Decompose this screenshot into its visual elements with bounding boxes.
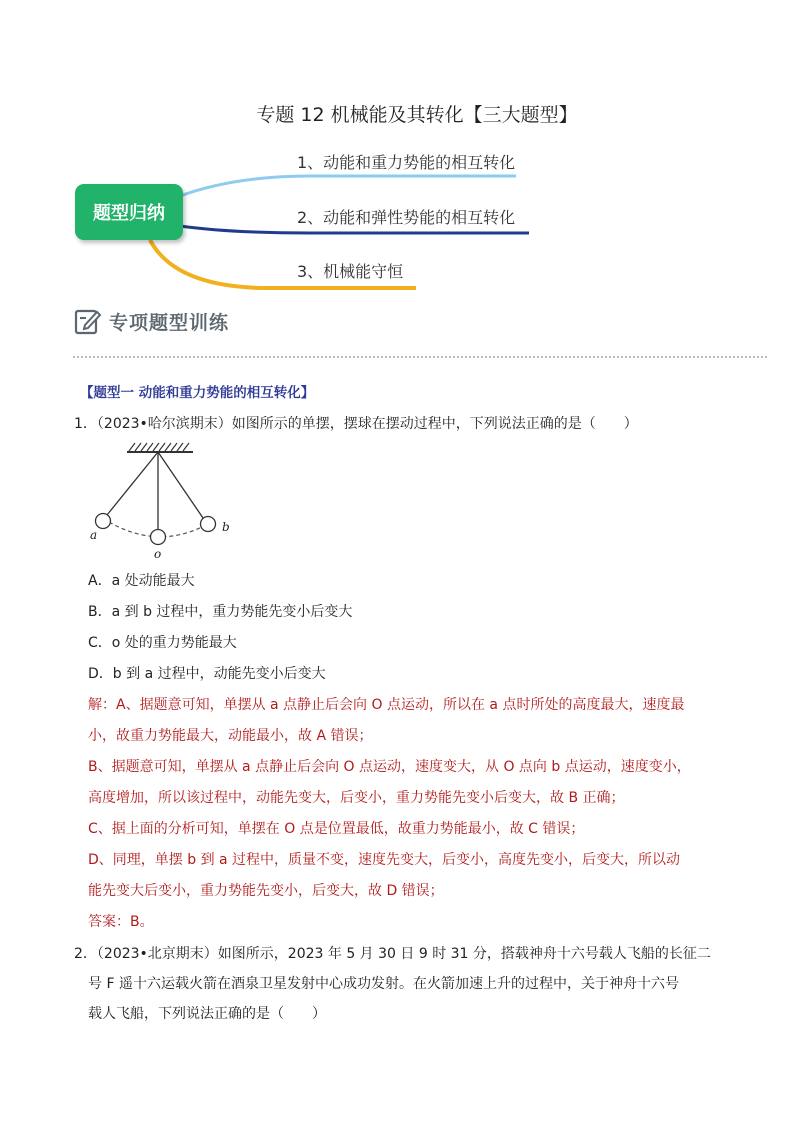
q1-solution-line-2: 小，故重力势能最大，动能最小，故 A 错误； (88, 728, 373, 744)
page-title: 专题 12 机械能及其转化【三大题型】 (256, 104, 578, 126)
ball-b (201, 517, 216, 532)
q2-stem-line-2: 号 F 遥十六运载火箭在酒泉卫星发射中心成功发射。在火箭加速上升的过程中，关于神舟十六号 (88, 976, 679, 992)
q1-answer: 答案：B。 (88, 914, 154, 930)
ceiling-hatching (129, 443, 189, 451)
q1-option-a: A．a 处动能最大 (88, 573, 195, 589)
mindmap-branch-2: 2、动能和弹性势能的相互转化 (297, 208, 516, 227)
q2-stem-line-3: 载人飞船，下列说法正确的是（ ） (88, 1006, 326, 1022)
label-b: b (222, 520, 230, 534)
q1-solution-line-3: B、据题意可知，单摆从 a 点静止后会向 O 点运动，速度变大，从 O 点向 b 点运动，速度变小， (88, 759, 691, 775)
section-header (73, 306, 229, 336)
section-divider (73, 356, 767, 358)
q1-option-d: D．b 到 a 过程中，动能先变小后变大 (88, 666, 326, 682)
q1-solution-line-5: C、据上面的分析可知，单摆在 O 点是位置最低，故重力势能最小，故 C 错误； (88, 821, 585, 837)
mindmap-branch-1: 1、动能和重力势能的相互转化 (297, 153, 516, 172)
edit-note-icon (73, 306, 103, 336)
question-type-heading: 【题型一 动能和重力势能的相互转化】 (80, 385, 315, 401)
q1-stem: 1．（2023•哈尔滨期末）如图所示的单摆，摆球在摆动过程中，下列说法正确的是（ ） (74, 416, 638, 432)
q1-solution-line-7: 能先变大后变小，重力势能先变小，后变大，故 D 错误； (88, 883, 444, 899)
branch-1-connector (180, 176, 516, 196)
mindmap-root: 题型归纳 (75, 184, 183, 240)
q2-stem-line-1: 2．（2023•北京期末）如图所示，2023 年 5 月 30 日 9 时 31 分，搭载神舟十六号载人飞船的长征二 (74, 946, 711, 962)
section-label: 专项题型训练 (109, 311, 230, 334)
mindmap-branch-3: 3、机械能守恒 (297, 262, 404, 281)
q1-option-b: B．a 到 b 过程中，重力势能先变小后变大 (88, 604, 353, 620)
ball-o (151, 530, 166, 545)
pendulum-figure (85, 442, 245, 564)
q1-solution-line-1: 解：A、据题意可知，单摆从 a 点静止后会向 O 点运动，所以在 a 点时所处的高度最大，速度最 (88, 697, 685, 713)
ball-a (96, 514, 111, 529)
label-o: o (154, 547, 162, 561)
q1-solution-line-4: 高度增加，所以该过程中，动能先变大，后变小，重力势能先变小后变大，故 B 正确； (88, 790, 625, 806)
label-a: a (90, 528, 98, 542)
q1-solution-line-6: D、同理，单摆 b 到 a 过程中，质量不变，速度先变大，后变小，高度先变小，后变大，所以动 (88, 852, 681, 868)
q1-option-c: C．o 处的重力势能最大 (88, 635, 237, 651)
